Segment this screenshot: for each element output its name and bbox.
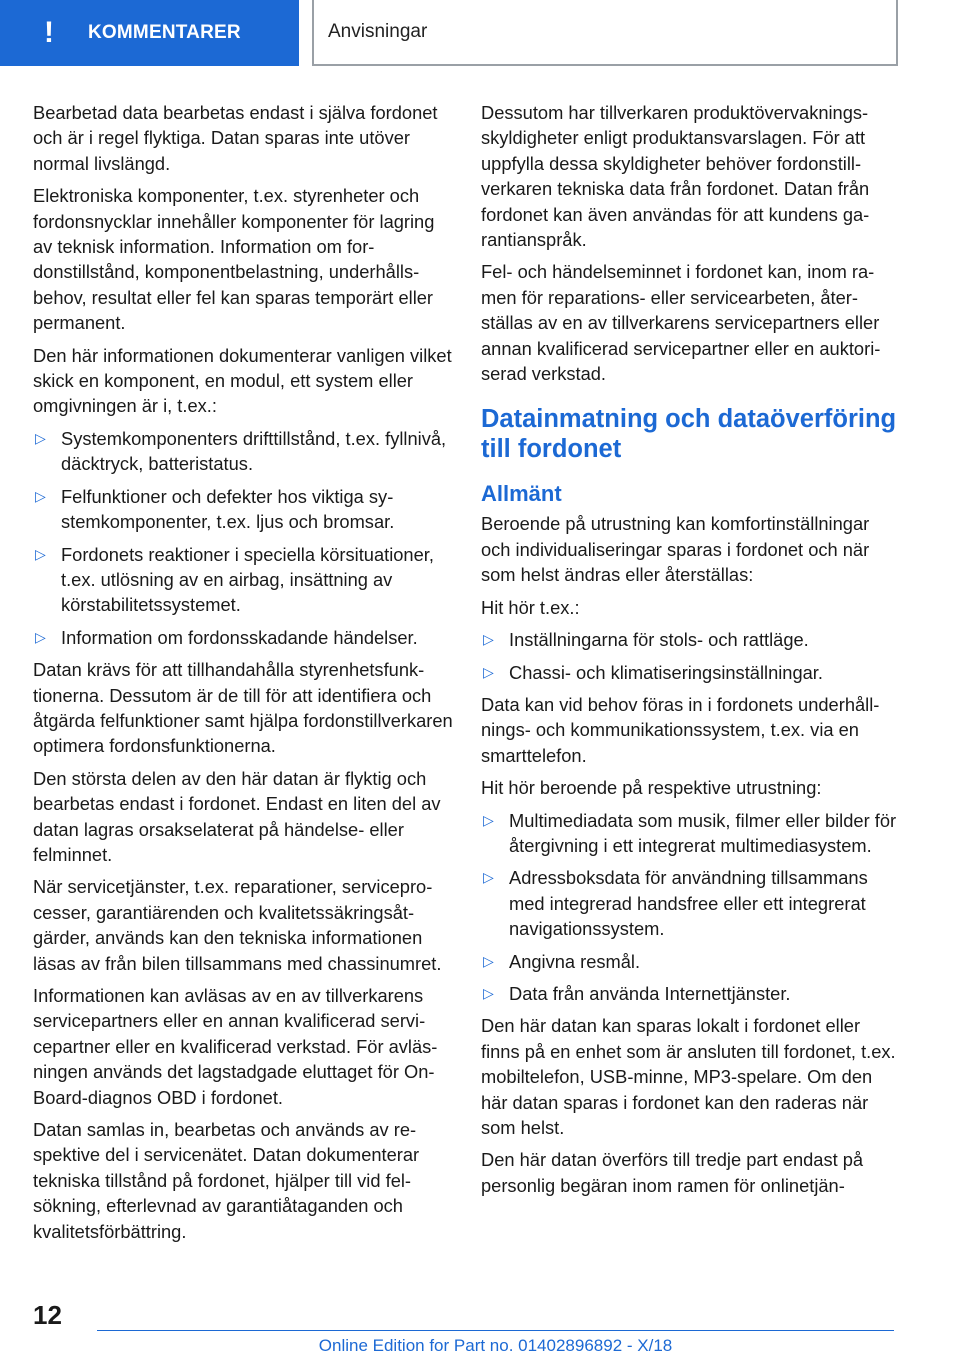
triangle-right-icon: ▷	[483, 952, 494, 969]
list-item	[481, 865, 901, 941]
list-item	[481, 627, 901, 652]
triangle-right-icon: ▷	[483, 631, 494, 648]
paragraph: Dessutom har tillverkaren produktövervakningsskyldigheter enligt produktansvarslagen. För att uppfylla dessa skyldigheter behöver fordonstillverkaren tekniska data från fordonet. Datan från fordonet kan även användas för att kundens garantianspråk.	[481, 102, 870, 251]
bullet-list	[481, 627, 901, 685]
paragraph: Elektroniska komponenter, t.ex. styrenheter och fordonsnycklar innehåller komponenter för lagring av teknisk information. Information om fordonstillstånd, komponentbelastning, underhållsbehov, resultat eller fel kan sparas temporärt eller permanent.	[33, 185, 435, 334]
section-heading: Datainmatning och dataöverföring till fordonet	[481, 405, 897, 464]
paragraph: Hit hör t.ex.:	[481, 596, 580, 618]
footer-edition: Online Edition for Part no. 01402896892 - X/18	[318, 1336, 673, 1355]
list-item-text: Fordonets reaktioner i speciella körsituationer, t.ex. utlösning av en airbag, insättning av körstabilitetssystemet.	[61, 543, 434, 616]
bullet-list	[481, 808, 901, 1007]
list-item-text: Information om fordonsskadande händelser.	[61, 626, 418, 648]
bullet-list	[33, 426, 453, 650]
list-item	[481, 660, 901, 685]
subsection-tab-label: Anvisningar	[328, 21, 428, 42]
page-header	[0, 0, 960, 66]
right-column	[481, 100, 901, 1205]
paragraph: Fel- och händelseminnet i fordonet kan, inom ramen för reparations- eller servicearbeten, återställas av en av tillverkarens servicepartners eller annan kvalificerad servicepartner eller en auktoriserad verkstad.	[481, 261, 881, 385]
paragraph: När servicetjänster, t.ex. reparationer, serviceprocesser, garantiärenden och kvalitetssäkringsåtgärder, används kan den tekniska informationen läsas av från bilen tillsammans med chassinumret.	[33, 876, 442, 974]
triangle-right-icon: ▷	[35, 545, 46, 562]
list-item-text: Chassi- och klimatiseringsinställningar.	[509, 661, 823, 683]
paragraph: Den största delen av den här datan är flyktig och bearbetas endast i fordonet. Endast en liten del av datan lagras orsakselaterat på händelse- eller felminnet.	[33, 767, 441, 865]
triangle-right-icon: ▷	[483, 984, 494, 1001]
paragraph: Den här datan kan sparas lokalt i fordonet eller finns på en enhet som är ansluten till fordonet, t.ex. mobiltelefon, USB-minne, MP3-spelare. Om den här datan sparas i fordonet kan den raderas när som helst.	[481, 1015, 896, 1138]
paragraph: Den här informationen dokumenterar vanligen vilket skick en komponent, en modul, ett system eller omgivningen är i, t.ex.:	[33, 344, 452, 417]
exclamation-icon: !	[44, 16, 54, 49]
paragraph: Informationen kan avläsas av en av tillverkarens servicepartners eller en annan kvalificerad servicepartner eller en kvalificerad verkstad. För avläsningen används det lagstadgade eluttaget för On-Board-diagnos OBD i fordonet.	[33, 985, 438, 1108]
left-column	[33, 100, 453, 1251]
list-item	[481, 981, 901, 1006]
page-number: 12	[33, 1300, 62, 1330]
list-item	[481, 808, 901, 859]
subsection-heading: Allmänt	[481, 481, 562, 507]
list-item	[33, 426, 453, 477]
list-item-text: Data från använda Internettjänster.	[509, 982, 791, 1004]
list-item-text: Multimediadata som musik, filmer eller bilder för återgivning i ett integrerat multimediasystem.	[509, 809, 897, 856]
list-item	[33, 484, 453, 535]
triangle-right-icon: ▷	[35, 487, 46, 504]
triangle-right-icon: ▷	[483, 869, 494, 886]
triangle-right-icon: ▷	[483, 663, 494, 680]
paragraph: Datan samlas in, bearbetas och används av respektive del i servicenätet. Datan dokumenterar tekniska tillstånd på fordonet, hjälper till vid felsökning, efterlevnad av garantiåtaganden och kvalitetsförbättring.	[33, 1119, 420, 1242]
paragraph: Datan krävs för att tillhandahålla styrenhetsfunktionerna. Dessutom är de till för att identifiera och åtgärda felfunktioner samt hjälpa fordonstillverkaren optimera fordonsfunktionerna.	[33, 659, 453, 757]
paragraph: Bearbetad data bearbetas endast i själva fordonet och är i regel flyktiga. Datan sparas inte utöver normal livslängd.	[33, 102, 438, 174]
paragraph: Den här datan överförs till tredje part endast på personlig begäran inom ramen för onlinetjän-	[481, 1149, 864, 1196]
section-tab-label: KOMMENTARER	[88, 22, 241, 43]
list-item	[33, 625, 453, 650]
list-item-text: Felfunktioner och defekter hos viktiga systemkomponenter, t.ex. ljus och bromsar.	[61, 485, 395, 533]
list-item	[33, 542, 453, 618]
section-tab	[0, 0, 299, 66]
triangle-right-icon: ▷	[483, 811, 494, 828]
triangle-right-icon: ▷	[35, 429, 46, 446]
paragraph: Data kan vid behov föras in i fordonets underhållnings- och kommunikationssystem, t.ex. via en smarttelefon.	[481, 693, 880, 766]
triangle-right-icon: ▷	[35, 628, 46, 645]
paragraph: Hit hör beroende på respektive utrustning:	[481, 777, 822, 799]
list-item-text: Adressboksdata för användning tillsammans med integrerad handsfree eller ett integrerat navigationssystem.	[509, 867, 868, 940]
list-item-text: Angivna resmål.	[509, 950, 641, 972]
footer-divider	[97, 1330, 894, 1331]
paragraph: Beroende på utrustning kan komfortinställningar och individualiseringar sparas i fordonet och när som helst ändras eller återställas:	[481, 513, 870, 586]
list-item	[481, 949, 901, 974]
subsection-tab	[312, 0, 898, 66]
list-item-text: Inställningarna för stols- och rattläge.	[509, 629, 809, 651]
list-item-text: Systemkomponenters drifttillstånd, t.ex. fyllnivå, däcktryck, batteristatus.	[61, 427, 447, 475]
